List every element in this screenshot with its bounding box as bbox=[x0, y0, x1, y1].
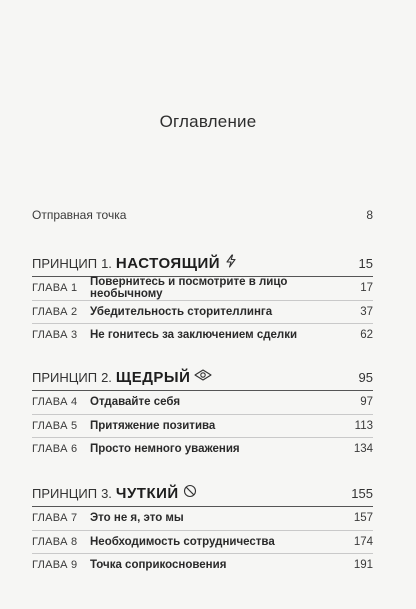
chapter-title: Убедительность сторителлинга bbox=[90, 305, 273, 318]
principle-page: 155 bbox=[351, 485, 373, 501]
chapter-page: 134 bbox=[353, 443, 373, 456]
chapter-title: Отдавайте себя bbox=[90, 396, 181, 409]
chapter-row[interactable] bbox=[32, 531, 373, 555]
chapter-page: 37 bbox=[360, 305, 373, 318]
chapter-label: ГЛАВА 1 bbox=[32, 282, 78, 295]
chapter-label: ГЛАВА 3 bbox=[32, 329, 78, 342]
chapter-row[interactable] bbox=[32, 277, 373, 301]
chapter-label: ГЛАВА 7 bbox=[32, 512, 78, 525]
chapter-page: 17 bbox=[360, 282, 373, 295]
intro-page: 8 bbox=[366, 208, 373, 222]
chapter-page: 174 bbox=[353, 535, 373, 548]
chapter-row[interactable] bbox=[32, 438, 373, 461]
chapter-row[interactable] bbox=[32, 324, 373, 347]
principle-number: 2. bbox=[101, 370, 112, 385]
principle-name: ЧУТКИЙ bbox=[115, 485, 179, 502]
principle-label: ПРИНЦИП bbox=[32, 370, 98, 385]
intro-title: Отправная точка bbox=[32, 208, 127, 222]
principle-name: ЩЕДРЫЙ bbox=[115, 369, 191, 386]
chapter-page: 97 bbox=[360, 396, 373, 409]
principle-row-1[interactable] bbox=[32, 250, 373, 277]
chapter-label: ГЛАВА 4 bbox=[32, 396, 78, 409]
chapter-title: Это не я, это мы bbox=[90, 512, 184, 525]
principle-section-1 bbox=[32, 250, 373, 347]
chapter-page: 62 bbox=[360, 329, 373, 342]
principle-page: 15 bbox=[358, 255, 373, 271]
principle-section-2 bbox=[32, 364, 373, 461]
chapter-title: Притяжение позитива bbox=[90, 419, 216, 432]
chapter-label: ГЛАВА 6 bbox=[32, 443, 78, 456]
principle-row-2[interactable] bbox=[32, 364, 373, 391]
principle-label: ПРИНЦИП bbox=[32, 486, 98, 501]
principle-number: 1. bbox=[101, 256, 112, 271]
chapter-row[interactable] bbox=[32, 301, 373, 325]
chapter-row[interactable] bbox=[32, 415, 373, 439]
chapter-title: Не гонитесь за заключением сделки bbox=[90, 329, 298, 342]
chapter-row[interactable] bbox=[32, 507, 373, 531]
chapter-page: 157 bbox=[353, 512, 373, 525]
chapter-row[interactable] bbox=[32, 391, 373, 415]
chapter-title: Точка соприкосновения bbox=[90, 559, 227, 572]
chapter-label: ГЛАВА 2 bbox=[32, 305, 78, 318]
prohibited-icon bbox=[183, 484, 197, 498]
principle-page: 95 bbox=[358, 369, 373, 385]
principle-label: ПРИНЦИП bbox=[32, 256, 98, 271]
chapter-label: ГЛАВА 9 bbox=[32, 559, 78, 572]
chapter-page: 191 bbox=[353, 559, 373, 572]
chapter-label: ГЛАВА 5 bbox=[32, 419, 78, 432]
lightning-icon bbox=[224, 254, 238, 268]
principle-section-3 bbox=[32, 480, 373, 577]
principle-name: НАСТОЯЩИЙ bbox=[115, 255, 221, 272]
chapter-title: Просто немного уважения bbox=[90, 443, 240, 456]
intro-entry[interactable] bbox=[32, 208, 373, 222]
principle-row-3[interactable] bbox=[32, 480, 373, 507]
chapter-row[interactable] bbox=[32, 554, 373, 577]
chapter-title: Необходимость сотрудничества bbox=[90, 535, 275, 548]
chapter-label: ГЛАВА 8 bbox=[32, 535, 78, 548]
eye-icon bbox=[194, 368, 212, 382]
chapter-title: Повернитесь и посмотрите в лицо необычному bbox=[90, 276, 288, 301]
principle-number: 3. bbox=[101, 486, 112, 501]
page-title: Оглавление bbox=[159, 112, 257, 131]
chapter-page: 113 bbox=[354, 419, 373, 432]
